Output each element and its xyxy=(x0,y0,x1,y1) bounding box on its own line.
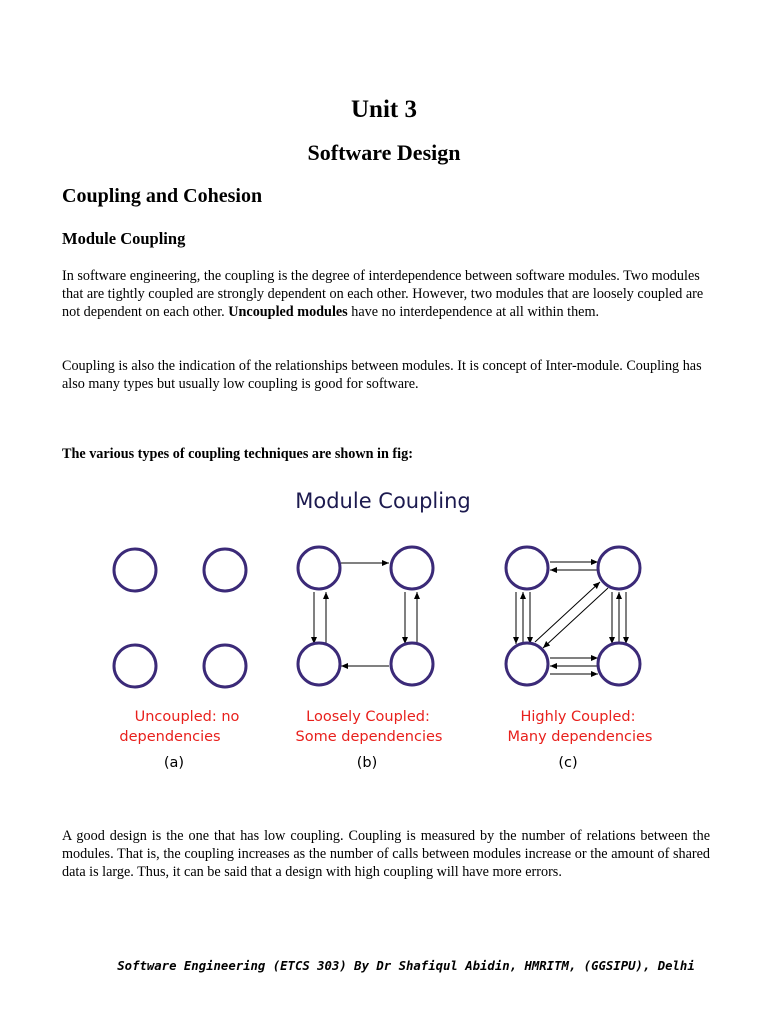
panel-uncoupled xyxy=(114,549,246,687)
dependency-arrow xyxy=(535,582,600,642)
panel-a-caption-line1: Uncoupled: no xyxy=(134,709,240,725)
module-circle xyxy=(391,547,433,589)
paragraph-text: have no interdependence at all within them. xyxy=(347,304,600,320)
module-circle xyxy=(598,643,640,685)
dependency-arrow xyxy=(543,588,608,648)
module-circle xyxy=(204,549,246,591)
panel-highly-coupled xyxy=(506,547,640,685)
section-heading: Coupling and Cohesion xyxy=(62,185,263,207)
figure-caption: The various types of coupling techniques are shown in fig: xyxy=(62,446,413,462)
module-circle xyxy=(114,549,156,591)
module-circle xyxy=(506,643,548,685)
panel-a-label: (a) xyxy=(163,755,185,771)
panel-c-caption-line2: Many dependencies xyxy=(507,729,653,745)
paragraph-coupling-definition xyxy=(62,267,710,321)
page-subtitle: Software Design xyxy=(307,140,461,165)
page-footer: Software Engineering (ETCS 303) By Dr Shafiqul Abidin, HMRITM, (GGSIPU), Delhi xyxy=(117,959,695,973)
panel-b-caption-line1: Loosely Coupled: xyxy=(306,709,430,725)
page-title: Unit 3 xyxy=(351,96,417,123)
module-circle xyxy=(114,645,156,687)
panel-loosely-coupled xyxy=(298,547,433,685)
paragraph-good-design: A good design is the one that has low coupling. Coupling is measured by the number of relations between the modules. That is, the coupling increases as the number of calls between modules increase or the amount of shared data is large. Thus, it can be said that a design with high coupling will have more errors. xyxy=(62,828,710,880)
panel-b-label: (b) xyxy=(356,755,378,771)
paragraph-text: In software engineering, the coupling is the degree of interdependence between software modules. Two modules that are tightly coupled are strongly dependent on each other. However, two modules that are loosely coupled are not dependent on each other. xyxy=(62,268,704,320)
panel-c-caption-line1: Highly Coupled: xyxy=(520,709,636,725)
module-circle xyxy=(204,645,246,687)
module-circle xyxy=(506,547,548,589)
module-circle xyxy=(298,547,340,589)
panel-a-caption-line2: dependencies xyxy=(119,729,221,745)
figure-title: Module Coupling xyxy=(295,489,471,513)
module-circle xyxy=(391,643,433,685)
panel-c-label: (c) xyxy=(558,755,578,771)
paragraph-coupling-indication: Coupling is also the indication of the relationships between modules. It is concept of Inter-module. Coupling has also many types but usually low coupling is good for software. xyxy=(62,358,702,392)
panel-b-caption-line2: Some dependencies xyxy=(295,729,443,745)
module-circle xyxy=(298,643,340,685)
bold-term: Uncoupled modules xyxy=(228,304,348,320)
module-coupling-figure xyxy=(90,478,690,778)
module-circle xyxy=(598,547,640,589)
subsection-heading: Module Coupling xyxy=(62,229,186,248)
